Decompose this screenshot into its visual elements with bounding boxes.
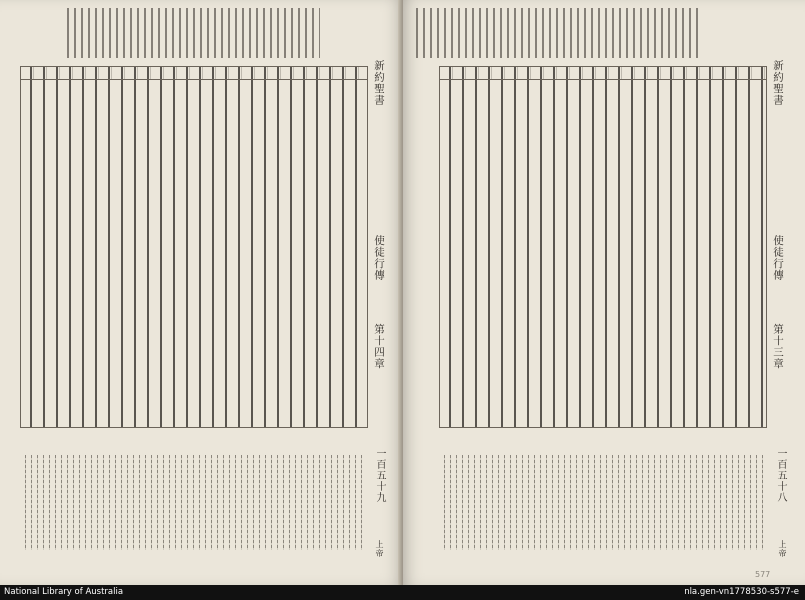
left-page xyxy=(0,0,402,585)
left-bottom-annotations xyxy=(20,455,366,550)
right-page-number: 一百五十八 xyxy=(775,448,786,503)
right-page-text-body xyxy=(439,66,767,428)
left-page-text-body xyxy=(20,66,368,428)
left-top-annotations xyxy=(62,8,320,58)
right-bottom-mark: 上帝 xyxy=(778,540,787,558)
right-verse-number-row xyxy=(440,67,766,80)
left-page-title: 新約聖書 xyxy=(373,60,385,106)
footer-bar xyxy=(0,585,805,600)
footer-reference: nla.gen-vn1778530-s577-e xyxy=(684,587,799,597)
right-page-title-block xyxy=(771,60,786,369)
left-bottom-mark: 上帝 xyxy=(375,540,384,558)
left-verse-number-row xyxy=(21,67,367,80)
right-page-section: 使徒行傳 xyxy=(772,234,784,281)
right-page-title: 新約聖書 xyxy=(772,60,784,106)
right-page-chapter: 第十三章 xyxy=(772,323,784,370)
left-page-title-block xyxy=(372,60,387,369)
right-bottom-annotations xyxy=(439,455,765,550)
right-top-annotations xyxy=(411,8,703,58)
left-page-chapter: 第十四章 xyxy=(373,323,385,370)
pencil-page-note: 577 xyxy=(755,570,771,579)
footer-library: National Library of Australia xyxy=(4,587,124,597)
right-page xyxy=(403,0,805,585)
left-page-section: 使徒行傳 xyxy=(373,234,385,281)
left-page-number: 一百五十九 xyxy=(374,448,385,503)
